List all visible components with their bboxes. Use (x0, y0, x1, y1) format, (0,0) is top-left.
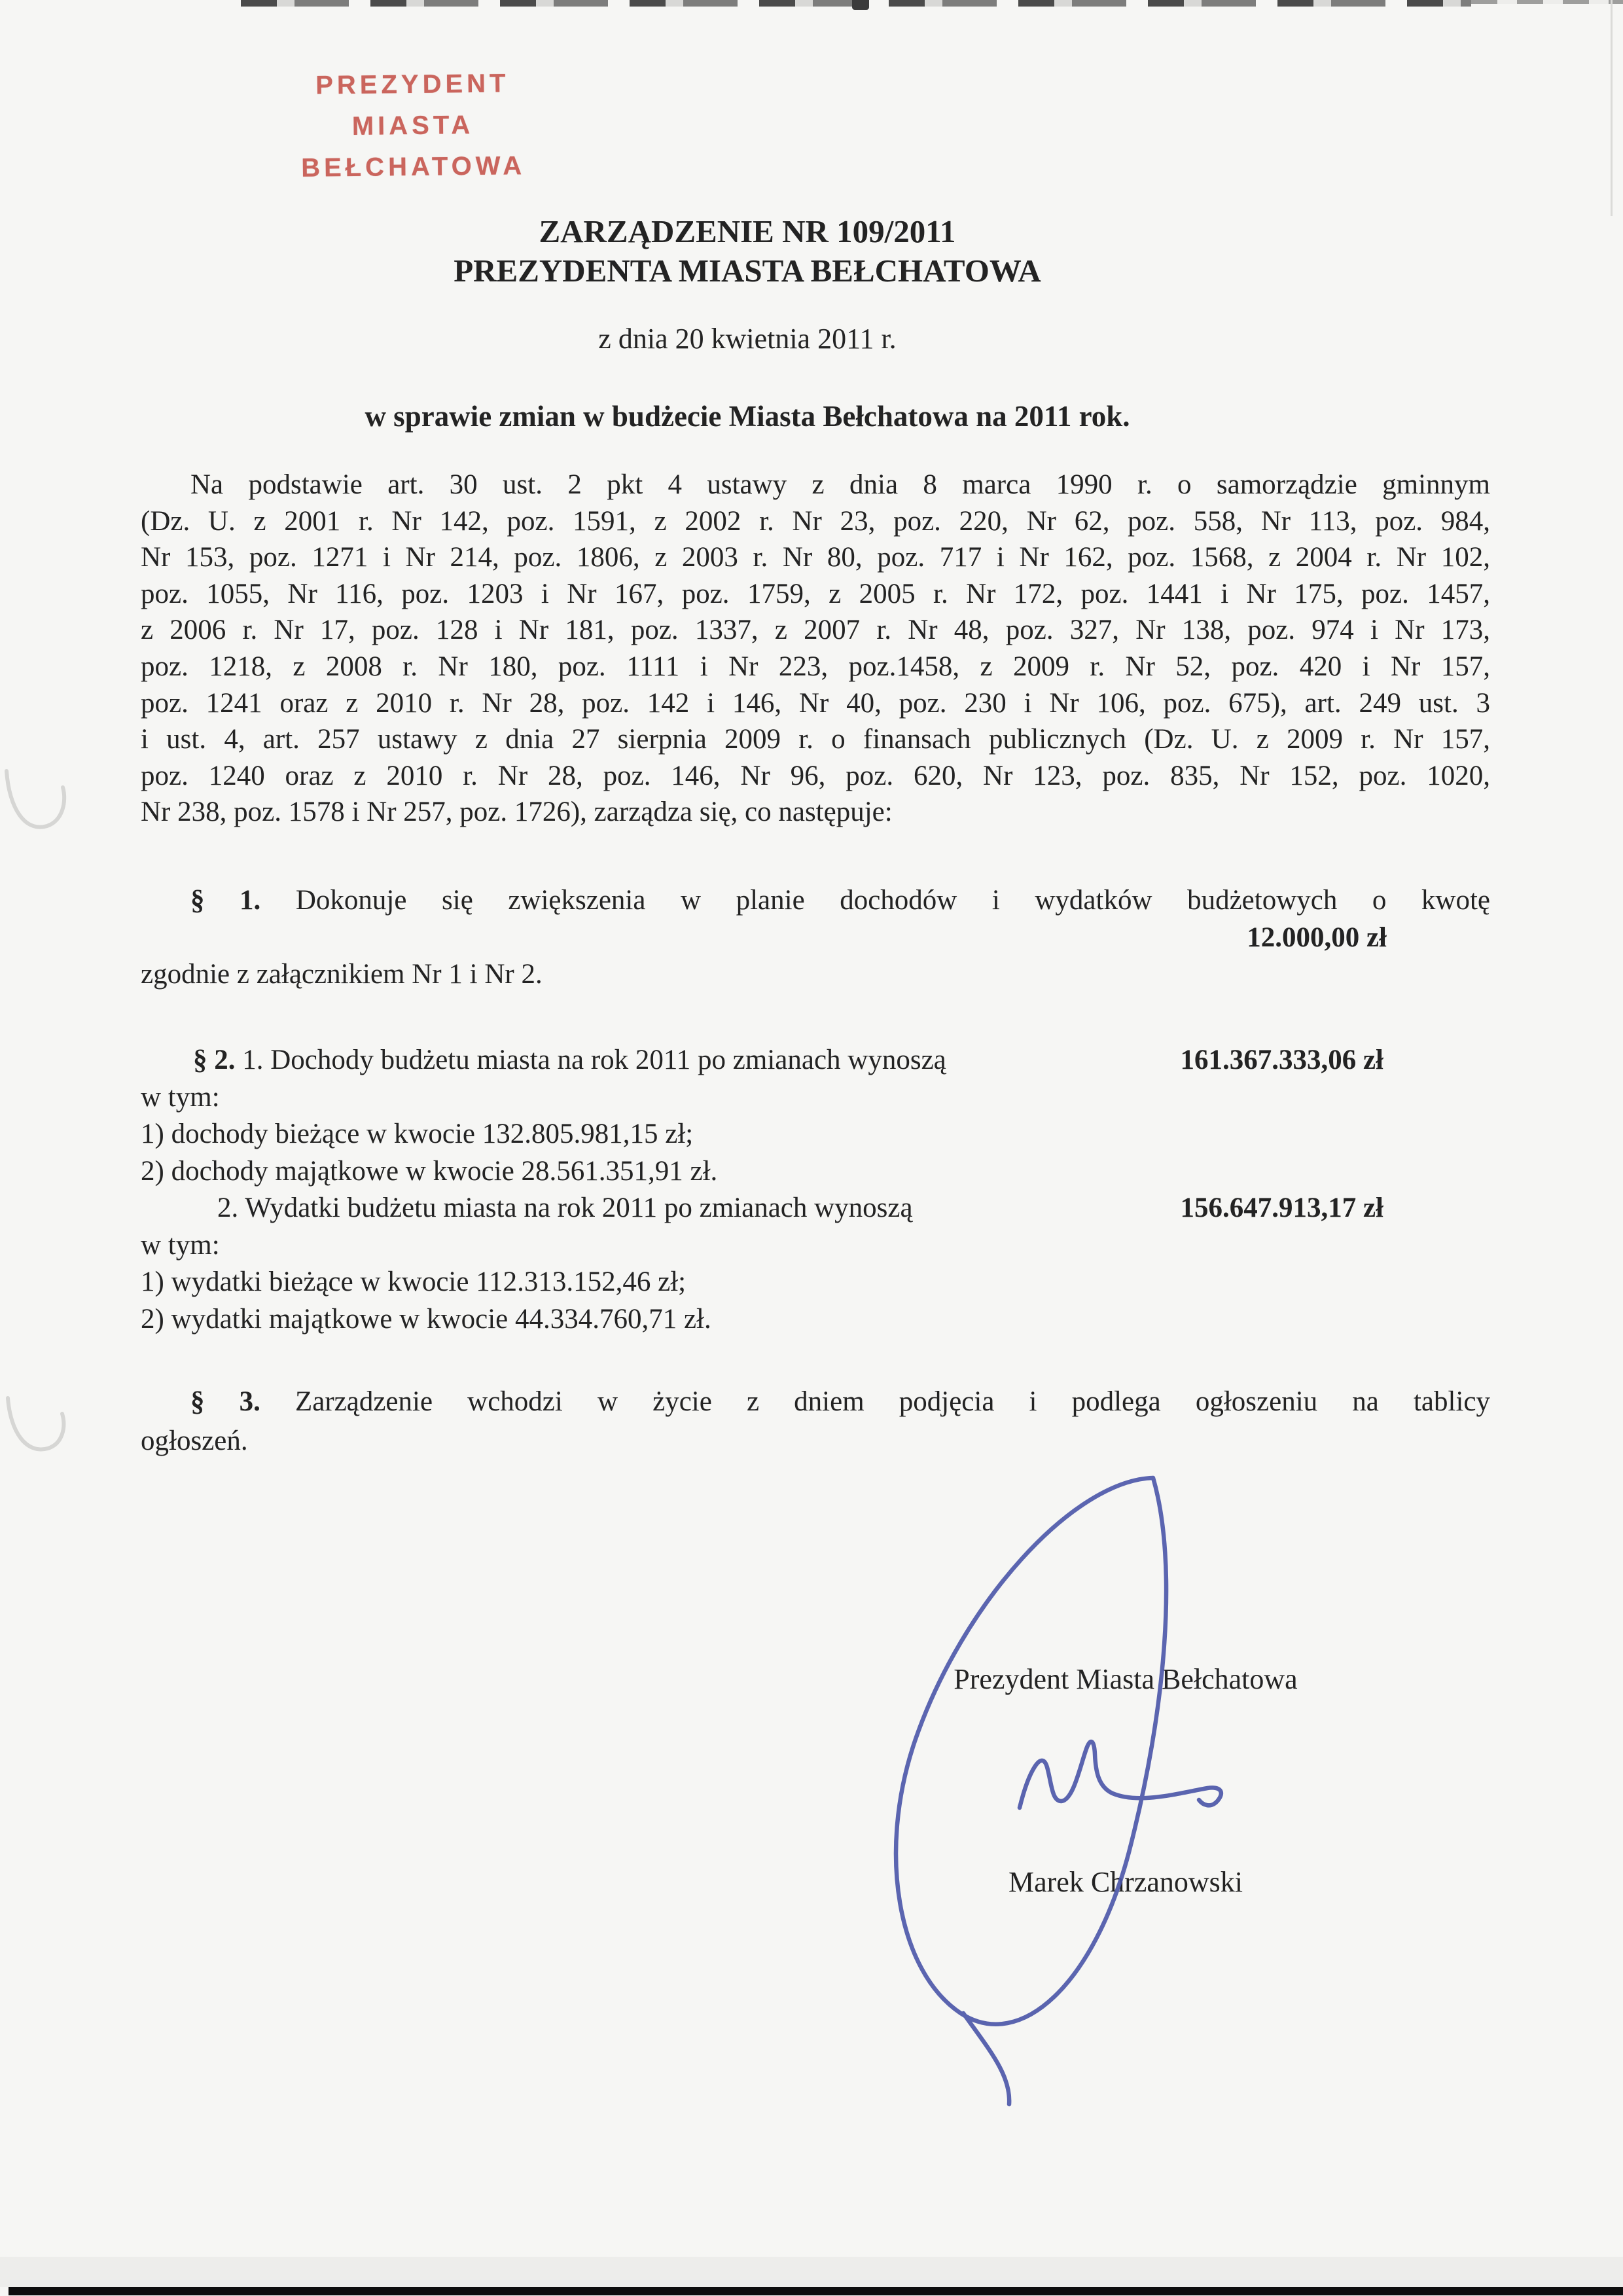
scan-artifact-bottom-bar (9, 2287, 1623, 2295)
section-1-amount: 12.000,00 zł (1247, 922, 1387, 953)
income-capital-line: 2) dochody majątkowe w kwocie 28.561.351,91 zł. (141, 1155, 718, 1187)
signer-title: Prezydent Miasta Bełchatowa (954, 1663, 1298, 1695)
scan-artifact-right-edge (1611, 0, 1613, 216)
stamp-line-2: BEŁCHATOWA (300, 151, 526, 183)
document-date: z dnia 20 kwietnia 2011 r. (598, 323, 897, 355)
section-1 (141, 882, 1490, 994)
text-line: poz. 1241 oraz z 2010 r. Nr 28, poz. 142 i 146, Nr 40, poz. 230 i Nr 106, poz. 675), art. 249 ust. 3 (141, 687, 1490, 719)
expense-total-text: 2. Wydatki budżetu miasta na rok 2011 po zmianach wynoszą (217, 1193, 913, 1223)
income-total-amount: 161.367.333,06 zł (1180, 1045, 1383, 1075)
title-line-2: PREZYDENTA MIASTA BEŁCHATOWA (454, 253, 1041, 289)
in-that-label: w tym: (141, 1229, 220, 1261)
scan-shade-bottom (0, 2257, 1623, 2287)
section-3 (141, 1382, 1490, 1461)
signature-ink (896, 1478, 1221, 2104)
income-total-text: 1. Dochody budżetu miasta na rok 2011 po zmianach wynoszą (242, 1045, 946, 1075)
title-line-1: ZARZĄDZENIE NR 109/2011 (539, 213, 956, 249)
stamp-line-1: PREZYDENT MIASTA (315, 69, 510, 141)
official-stamp (259, 63, 567, 190)
expense-capital-line: 2) wydatki majątkowe w kwocie 44.334.760,71 zł. (141, 1303, 711, 1335)
expense-total-amount: 156.647.913,17 zł (1180, 1193, 1383, 1223)
section-text: Zarządzenie wchodzi w życie z dniem podjęcia i podlega ogłoszeniu na tablicy (295, 1386, 1490, 1417)
pencil-mark (7, 771, 64, 1449)
section-marker: § 1. (190, 885, 261, 916)
text-line: z 2006 r. Nr 17, poz. 128 i Nr 181, poz. 1337, z 2007 r. Nr 48, poz. 327, Nr 138, poz. 974 i Nr 173, (141, 615, 1490, 646)
legal-basis-paragraph (141, 467, 1490, 831)
income-current-line: 1) dochody bieżące w kwocie 132.805.981,15 zł; (141, 1119, 694, 1149)
section-2 (141, 1042, 1490, 1338)
income-total-line (141, 1042, 1490, 1079)
text-line: poz. 1218, z 2008 r. Nr 180, poz. 1111 i Nr 223, poz.1458, z 2009 r. Nr 52, poz. 420 i Nr 157, (141, 651, 1490, 682)
text-line: Na podstawie art. 30 ust. 2 pkt 4 ustawy z dnia 8 marca 1990 r. o samorządzie gminnym (190, 469, 1490, 500)
scan-artifact-blob (852, 0, 869, 10)
text-line: poz. 1055, Nr 116, poz. 1203 i Nr 167, poz. 1759, z 2005 r. Nr 172, poz. 1441 i Nr 175, poz. 1457, (141, 578, 1490, 609)
document-subject: w sprawie zmian w budżecie Miasta Bełchatowa na 2011 rok. (365, 400, 1130, 433)
section-3-line (141, 1382, 1490, 1422)
in-that-label: w tym: (141, 1081, 220, 1113)
section-marker: § 2. (193, 1045, 236, 1075)
text-line: i ust. 4, art. 257 ustawy z dnia 27 sierpnia 2009 r. o finansach publicznych (Dz. U. z 2009 r. Nr 157, (141, 724, 1490, 755)
section-3-closing: ogłoszeń. (141, 1426, 248, 1456)
expense-total-line (141, 1190, 1490, 1227)
document-title (0, 212, 1495, 291)
text-line: (Dz. U. z 2001 r. Nr 142, poz. 1591, z 2002 r. Nr 23, poz. 220, Nr 62, poz. 558, Nr 113, poz. 984, (141, 505, 1490, 537)
section-1-closing: zgodnie z załącznikiem Nr 1 i Nr 2. (141, 959, 543, 990)
text-line: poz. 1240 oraz z 2010 r. Nr 28, poz. 146, Nr 96, poz. 620, Nr 123, poz. 835, Nr 152, poz. 1020, (141, 760, 1490, 791)
section-text: Dokonuje się zwiększenia w planie dochodów i wydatków budżetowych o kwotę (295, 885, 1491, 916)
section-1-line (141, 882, 1490, 920)
text-line: Nr 238, poz. 1578 i Nr 257, poz. 1726), zarządza się, co następuje: (141, 797, 893, 828)
expense-current-line: 1) wydatki bieżące w kwocie 112.313.152,46 zł; (141, 1266, 687, 1297)
scan-artifact-top-right (1471, 0, 1623, 4)
section-marker: § 3. (190, 1386, 260, 1417)
signer-name: Marek Chrzanowski (1008, 1866, 1243, 1898)
text-line: Nr 153, poz. 1271 i Nr 214, poz. 1806, z 2003 r. Nr 80, poz. 717 i Nr 162, poz. 1568, z 2004 r. Nr 102, (141, 542, 1490, 573)
